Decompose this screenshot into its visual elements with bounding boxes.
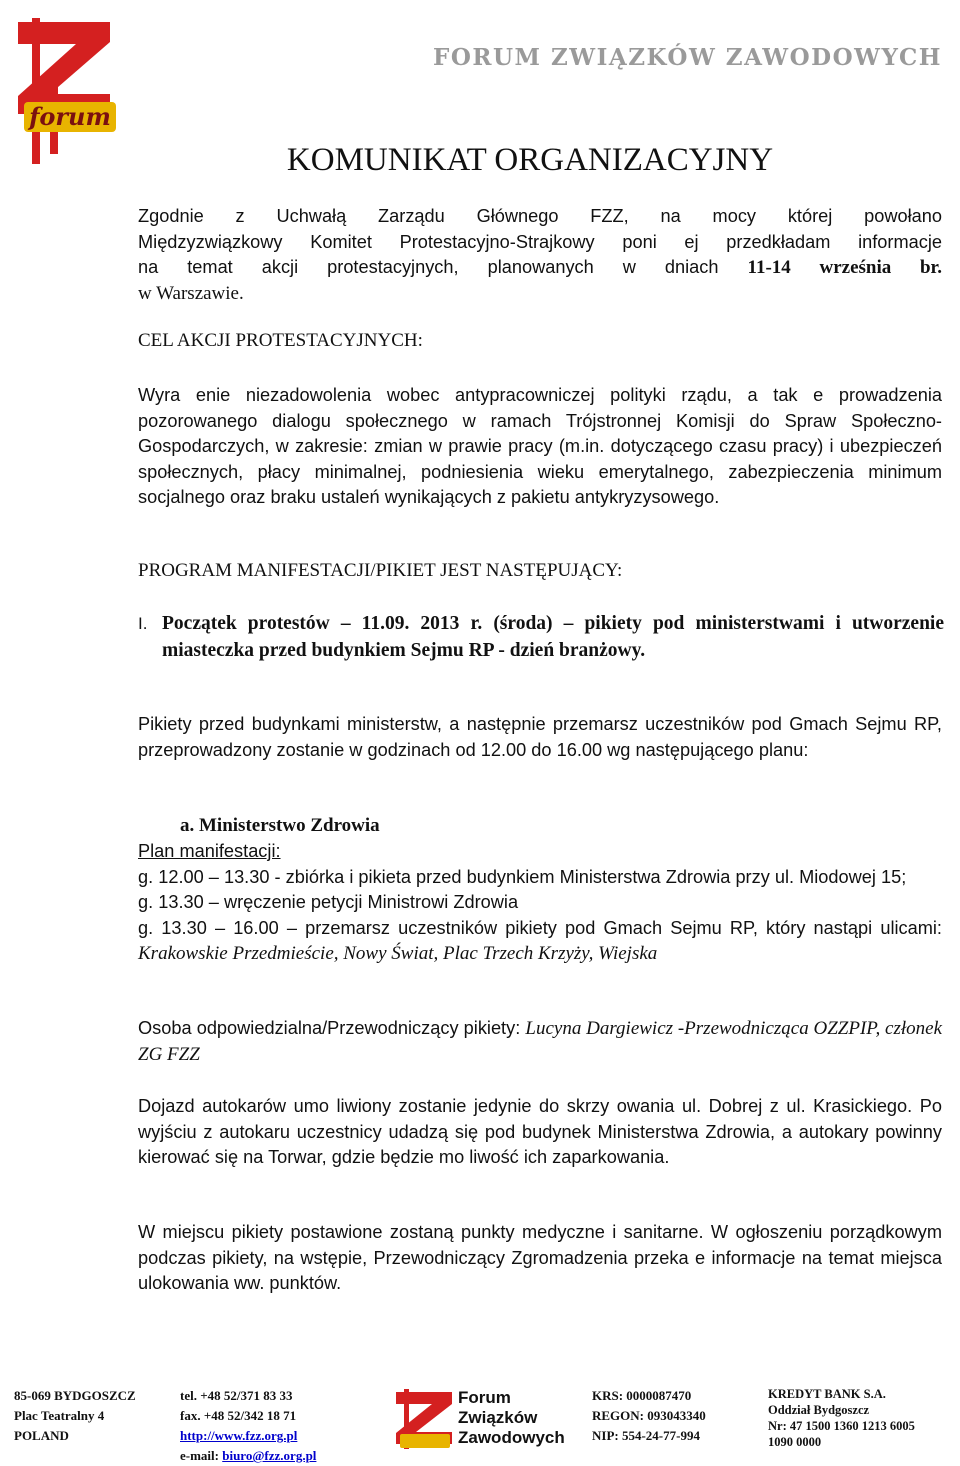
plan-item-text: g. 13.30 – 16.00 – przemarsz uczestników pikiety pod Gmach Sejmu RP, który nastąpi ulicami: (138, 917, 948, 938)
footer-email-link[interactable]: biuro@fzz.org.pl (222, 1448, 317, 1463)
footer-website-link[interactable]: http://www.fzz.org.pl (180, 1428, 298, 1443)
plan-item (138, 916, 948, 967)
pikiety-paragraph: Pikiety przed budynkami ministerstw, a następnie przemarsz uczestników pod Gmach Sejmu RP, przeprowadzony zostanie w godzinach od 12.00 do 16.00 wg następującego planu: (138, 714, 942, 760)
plan-list (138, 839, 948, 967)
footer-country: POLAND (14, 1428, 69, 1443)
miejsce-paragraph: W miejscu pikiety postawione zostaną punkty medyczne i sanitarne. W ogłoszeniu porządkowym podczas pikiety, na wstępie, Przewodniczący Zgromadzenia przeka e informacje na temat miejsca ulokowania ww. punktów. (138, 1222, 942, 1293)
program-heading: PROGRAM MANIFESTACJI/PIKIET JEST NASTĘPUJĄCY: (138, 560, 623, 581)
logo-text: forum (29, 102, 111, 131)
plan-item: g. 12.00 – 13.30 - zbiórka i pikieta przed budynkiem Ministerstwa Zdrowia przy ul. Miodowej 15; (138, 866, 907, 887)
osoba-label: Osoba odpowiedzialna/Przewodniczący pikiety: (138, 1018, 526, 1038)
intro-line (138, 255, 942, 281)
intro-line: Międzyzwiązkowy Komitet Protestacyjno-Strajkowy poni ej przedkładam informacje (138, 231, 942, 252)
footer-logo-line: Związków (458, 1408, 538, 1427)
plan-streets: Krakowskie Przedmieście, Nowy Świat, Plac Trzech Krzyży, Wiejska (138, 943, 658, 964)
plan-item: g. 13.30 – wręczenie petycji Ministrowi Zdrowia (138, 892, 519, 912)
footer-tel: tel. +48 52/371 83 33 (180, 1388, 293, 1403)
intro-paragraph (138, 204, 942, 306)
cel-paragraph: Wyra enie niezadowolenia wobec antypracowniczej polityki rządu, a tak e prowadzenia pozorowanego dialogu społecznego w ramach Trójstronnej Komisji do Spraw Społeczno-Gospodarczych, w zakresie: zmian w prawie pracy (m.in. dotyczącego czasu pracy) i ubezpieczeń społecznych, płacy minimalnej, podniesienia wieku emerytalnego, zabezpieczenia minimum socjalnego oraz braku ustaleń wynikających z pakietu antykryzysowego. (138, 385, 942, 507)
footer-street: Plac Teatralny 4 (14, 1408, 105, 1423)
plan-label: Plan manifestacji: (138, 841, 281, 861)
footer-account: 1090 0000 (768, 1435, 822, 1449)
footer-contact (180, 1386, 316, 1466)
intro-text: na temat akcji protestacyjnych, planowanych w dniach (138, 257, 748, 277)
footer-bank-name: KREDYT BANK S.A. (768, 1387, 886, 1401)
program-item: Początek protestów – 11.09. 2013 r. (środa) – pikiety pod ministerstwami i utworzenie miasteczka przed budynkiem Sejmu RP - dzień branżowy. (162, 613, 944, 661)
footer-logo-line: Zawodowych (458, 1428, 565, 1447)
org-title: FORUM ZWIĄZKÓW ZAWODOWYCH (433, 44, 942, 71)
document-title: KOMUNIKAT ORGANIZACYJNY (286, 142, 774, 178)
footer-logo-icon (392, 1388, 460, 1450)
footer-account: Nr: 47 1500 1360 1213 6005 (768, 1419, 915, 1433)
footer-nip: NIP: 554-24-77-994 (592, 1428, 700, 1443)
program-number: I. (138, 614, 148, 633)
cel-heading: CEL AKCJI PROTESTACYJNYCH: (138, 330, 423, 351)
footer-address (14, 1386, 136, 1446)
ministry-heading: a. Ministerstwo Zdrowia (180, 815, 380, 836)
osoba-paragraph (138, 1016, 947, 1067)
footer-bank (768, 1386, 915, 1450)
footer-logo-text (458, 1388, 565, 1448)
intro-dates: 11-14 września br. (747, 257, 942, 278)
footer-bank-branch: Oddział Bydgoszcz (768, 1403, 870, 1417)
footer-email-label: e-mail: (180, 1448, 223, 1463)
intro-line: w Warszawie. (138, 282, 244, 304)
footer-fax: fax. +48 52/342 18 71 (180, 1408, 297, 1423)
footer-regon: REGON: 093043340 (592, 1408, 706, 1423)
dojazd-paragraph: Dojazd autokarów umo liwiony zostanie jedynie do skrzy owania ul. Dobrej z ul. Krasickiego. Po wyjściu z autokaru uczestnicy udadzą się pod budynek Ministerstwa Zdrowia, a autokary powinny kierować się na Torwar, gdzie będzie mo liwość ich zaparkowania. (138, 1096, 942, 1167)
footer-registry (592, 1386, 706, 1446)
footer-city: 85-069 BYDGOSZCZ (14, 1388, 136, 1403)
intro-line: Zgodnie z Uchwałą Zarządu Głównego FZZ, na mocy której powołano (138, 206, 942, 226)
osoba-name: Lucyna Dargiewicz -Przewodnicząca OZZPIP, członek ZG FZZ (138, 1018, 947, 1065)
footer-krs: KRS: 0000087470 (592, 1388, 692, 1403)
footer-logo-line: Forum (458, 1388, 511, 1407)
